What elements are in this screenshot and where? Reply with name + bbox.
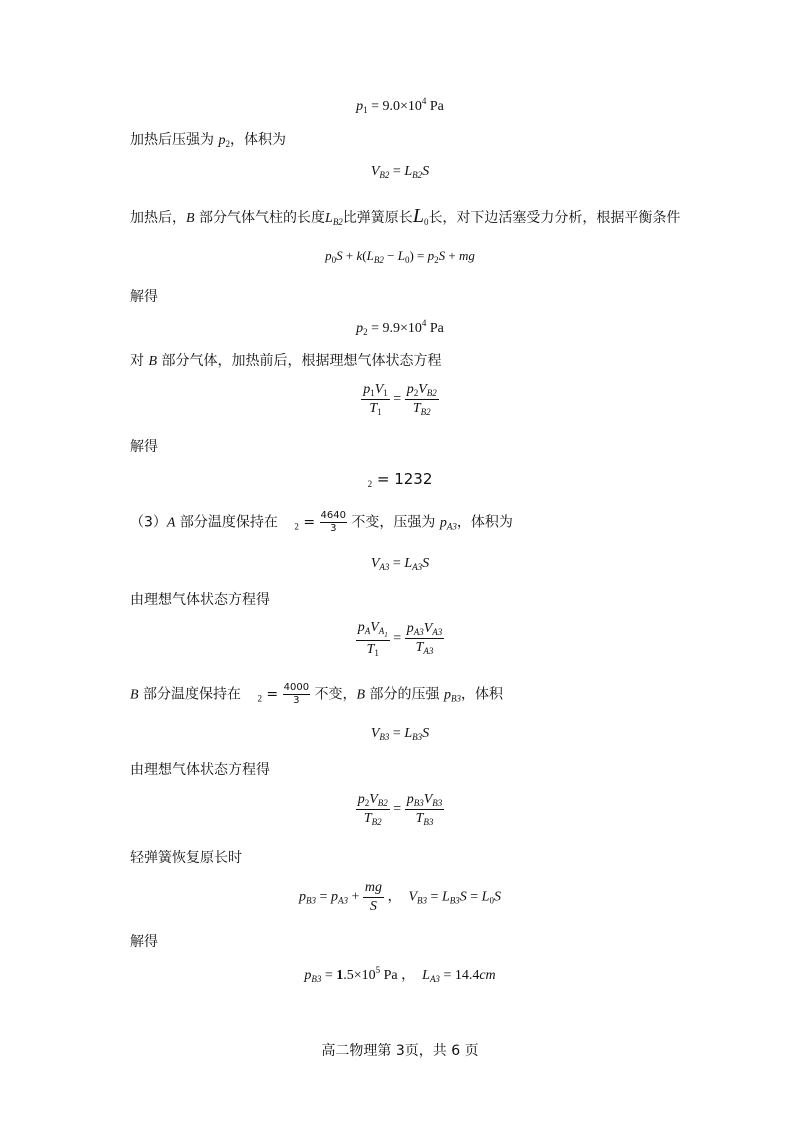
text-heated-pressure: 加热后压强为 $p_2$，体积为 [130,132,286,149]
text-solve-3: 解得 [130,934,158,950]
equation-va3: $V_{A3} = L_{A3}S$ [370,556,430,572]
text-spring-analysis: 加热后，B 部分气体气柱的长度$L_{B2}$比弹簧原长$L_0$长，对下边活塞受力分析，根据平衡条件 [130,205,681,227]
equation-p1: $p_1 = 9.0\times 10^4$ Pa [356,96,444,115]
equation-vb2: $V_{B2} = L_{B2}S$ [370,164,430,180]
equation-state-b3: $\frac{p_2V_{B2}}{T_{B2}}$ = $\frac{p_{B3}V_{B3}}{T_{B3}}$ [357,792,443,827]
text-part3-a: （3）A 部分温度保持在 $_2$ = $\frac{4640}{3}$ 不变，压强为 $p_{A3}$，体积为 [130,510,513,534]
text-ideal-gas-b: 对 B 部分气体，加热前后，根据理想气体状态方程 [130,353,442,369]
equation-t2: $_2$ = 1232 [367,470,433,489]
text-solve-2: 解得 [130,439,158,455]
text-part3-b: B 部分温度保持在 $_2$ = $\frac{4000}{3}$ 不变，B 部分的压强 $p_{B3}$，体积 [130,682,503,706]
text-ideal-gas-1: 由理想气体状态方程得 [130,592,270,608]
equation-pb3-relation: $p_{B3} = p_{A3}$ + $\frac{mg}{S}$ ， $V_{B3} = L_{B3}S = L_0S$ [299,880,501,914]
equation-balance: $p_0S + k(L_{B2} - L_0) = p_2S$ + mg [325,248,475,265]
equation-state-a: $\frac{p_AV_{A_1}}{T_1}$ = $\frac{p_{A3}V_{A3}}{T_{A3}}$ [357,620,443,658]
equation-final-result: $p_{B3} = 1.5\times 10^5$ Pa ， $L_{A3} = 14.4cm$ [304,965,496,984]
equation-vb3: $V_{B3} = L_{B3}S$ [370,726,430,742]
text-ideal-gas-2: 由理想气体状态方程得 [130,762,270,778]
text-solve-1: 解得 [130,289,158,305]
equation-state-b: $\frac{p_1V_1}{T_1}$ = $\frac{p_2V_{B2}}{T_{B2}}$ [363,382,437,417]
equation-p2: $p_2 = 9.9\times 10^4$ Pa [356,318,444,337]
page-footer: 高二物理第 3页，共 6 页 [321,1043,479,1059]
text-spring-relaxed: 轻弹簧恢复原长时 [130,850,242,866]
